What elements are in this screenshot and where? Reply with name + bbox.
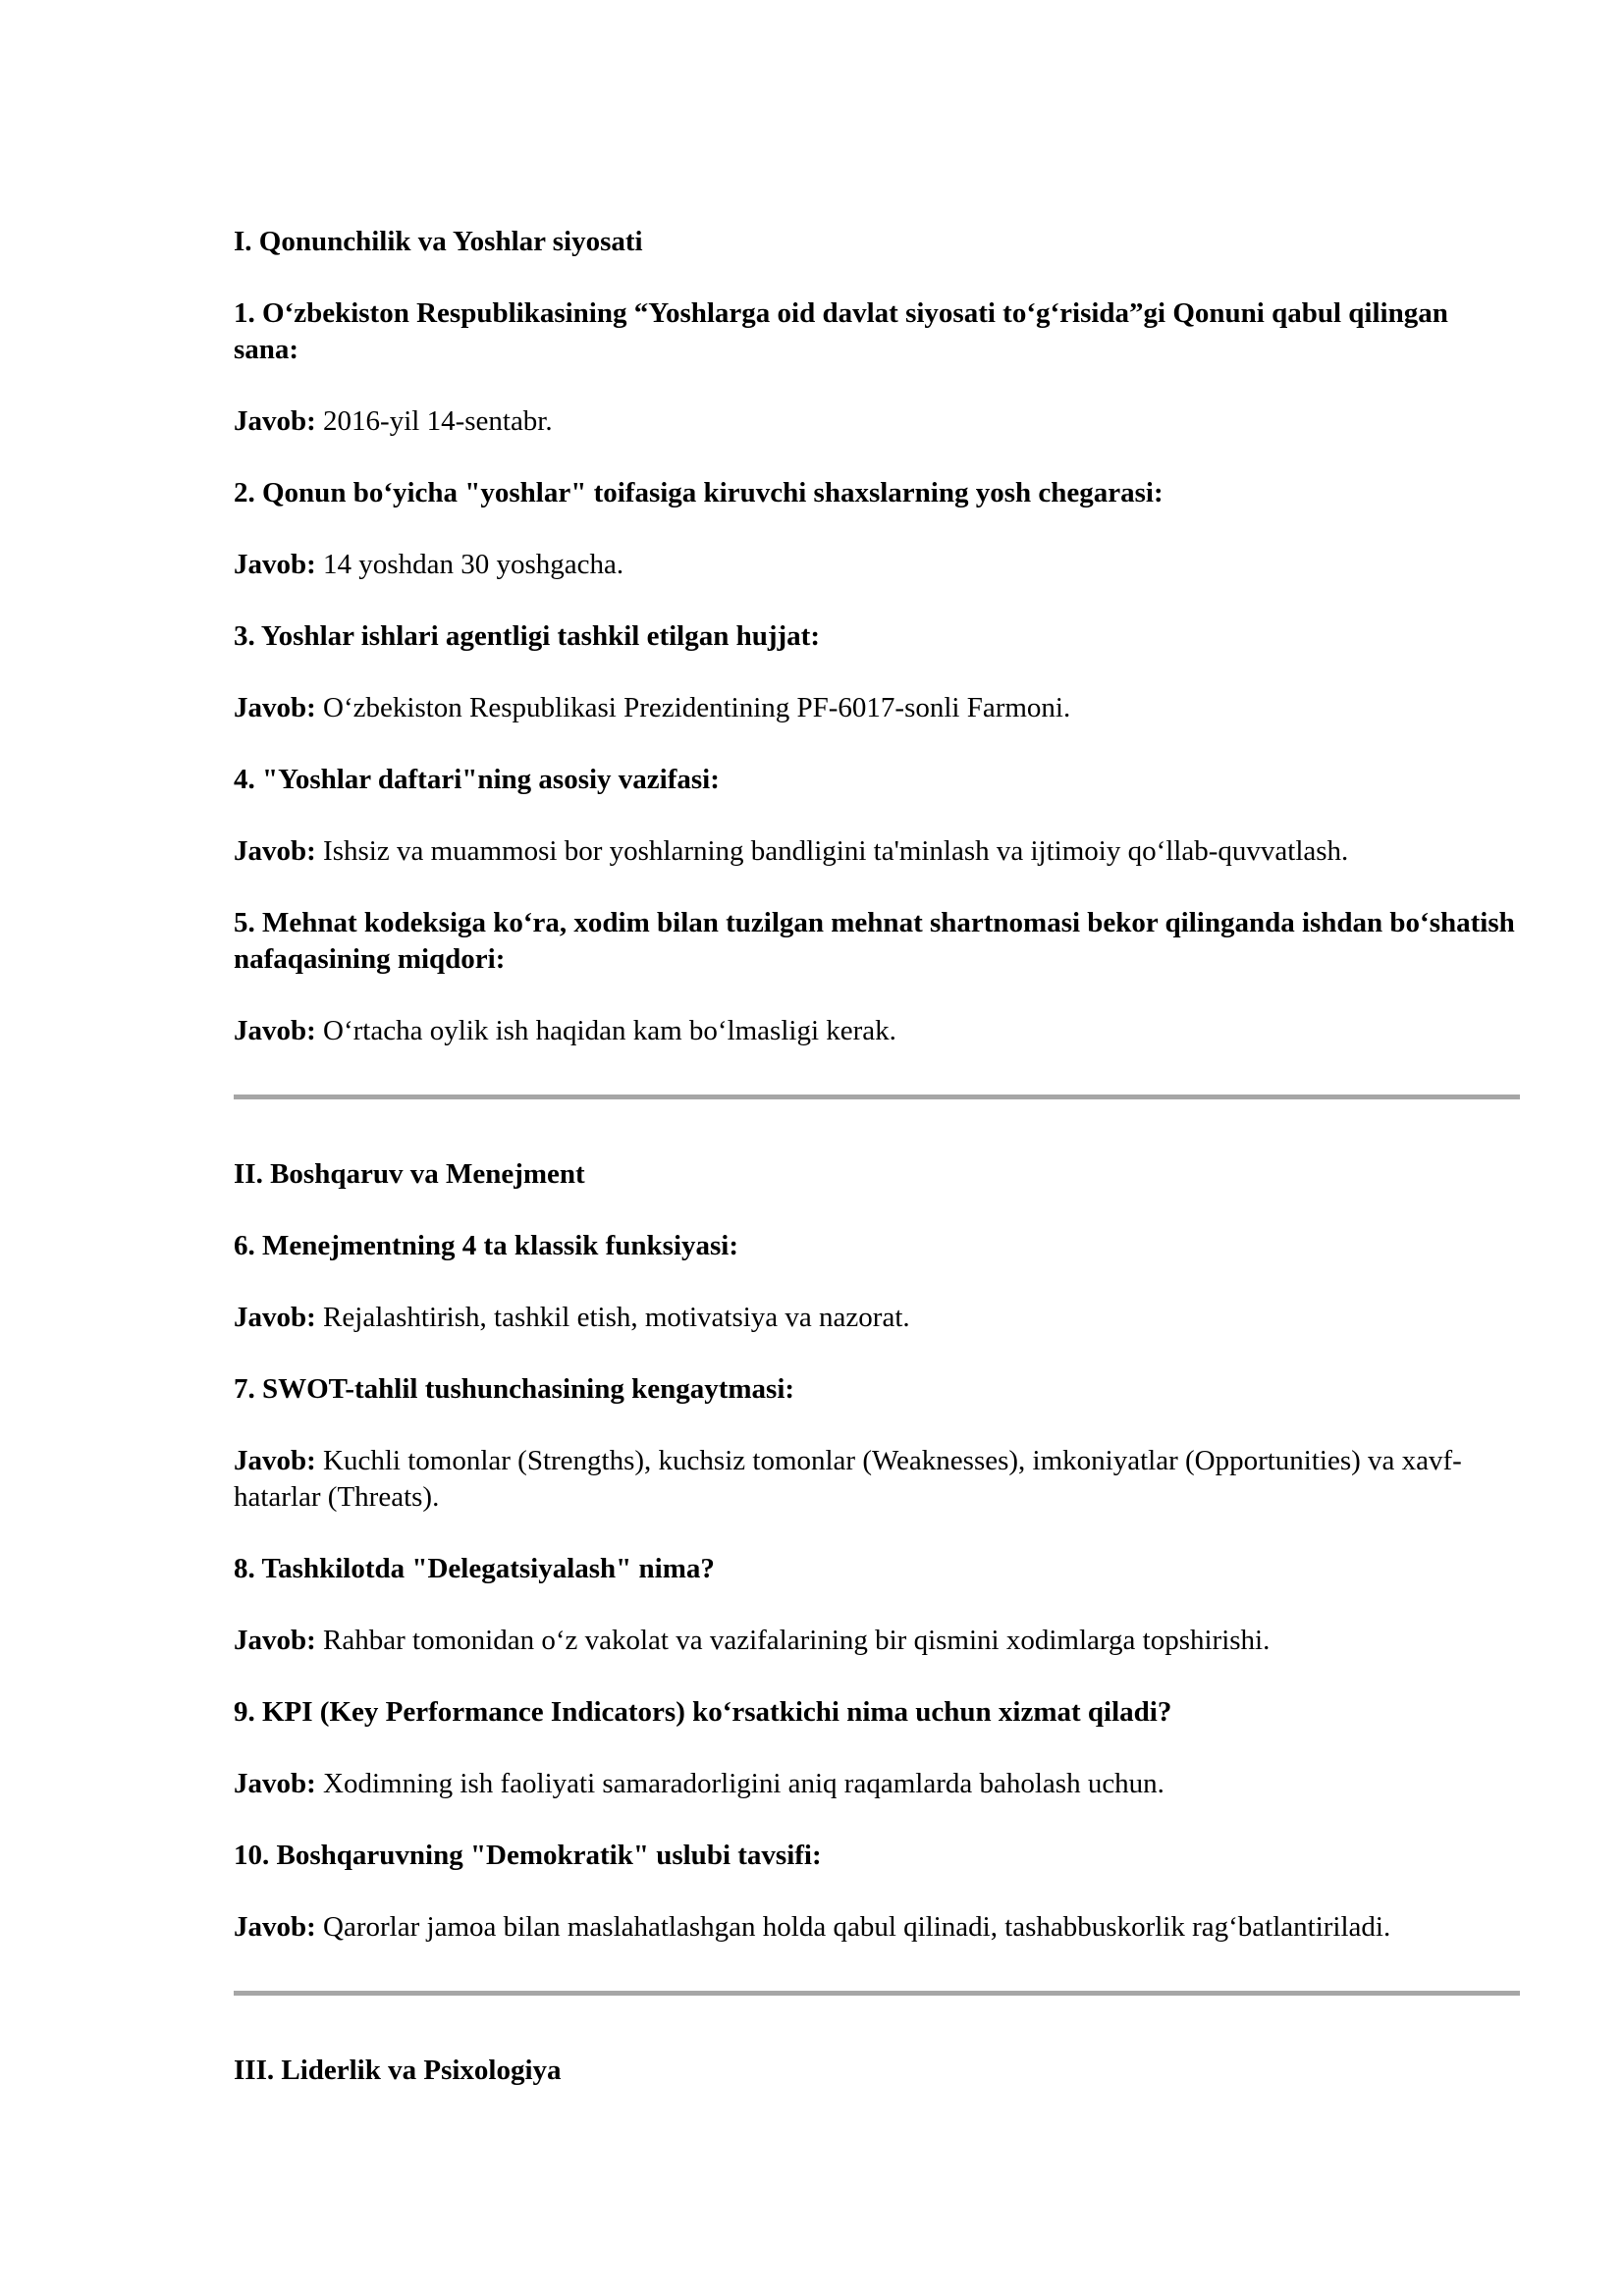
- answer-text: Qarorlar jamoa bilan maslahatlashgan holda qabul qilinadi, tashabbuskorlik rag‘batlantiriladi.: [323, 1911, 1391, 1943]
- question-2: 2. Qonun bo‘yicha "yoshlar" toifasiga kiruvchi shaxslarning yosh chegarasi:: [234, 477, 1164, 508]
- question-1: 1. O‘zbekiston Respublikasining “Yoshlarga oid davlat siyosati to‘g‘risida”gi Qonuni qabul qilingan sana:: [234, 297, 1448, 365]
- section-divider: [234, 1991, 1520, 1996]
- answer-label: Javob:: [234, 1445, 316, 1476]
- answer-7: [234, 1443, 1520, 1516]
- section-title: II. Boshqaruv va Menejment: [234, 1158, 585, 1190]
- answer-text: Rejalashtirish, tashkil etish, motivatsiya va nazorat.: [323, 1302, 910, 1333]
- answer-1: [234, 403, 1520, 440]
- answer-2: [234, 547, 1520, 583]
- question-3: 3. Yoshlar ishlari agentligi tashkil etilgan hujjat:: [234, 620, 820, 652]
- question-4: 4. "Yoshlar daftari"ning asosiy vazifasi:: [234, 764, 720, 795]
- answer-label: Javob:: [234, 692, 316, 723]
- section-leadership: [234, 2052, 1520, 2089]
- answer-text: Xodimning ish faoliyati samaradorligini aniq raqamlarda baholash uchun.: [323, 1768, 1164, 1799]
- document-page: [234, 223, 1520, 2124]
- answer-label: Javob:: [234, 549, 316, 580]
- answer-label: Javob:: [234, 1911, 316, 1943]
- answer-text: 2016-yil 14-sentabr.: [323, 405, 553, 437]
- answer-8: [234, 1623, 1520, 1659]
- question-10: 10. Boshqaruvning "Demokratik" uslubi tavsifi:: [234, 1840, 822, 1871]
- answer-label: Javob:: [234, 1625, 316, 1656]
- answer-label: Javob:: [234, 835, 316, 867]
- section-management: [234, 1155, 1520, 1946]
- answer-label: Javob:: [234, 1015, 316, 1046]
- question-6: 6. Menejmentning 4 ta klassik funksiyasi:: [234, 1230, 739, 1261]
- answer-6: [234, 1300, 1520, 1336]
- answer-text: Kuchli tomonlar (Strengths), kuchsiz tomonlar (Weaknesses), imkoniyatlar (Opportunities) va xavf-hatarlar (Threats).: [234, 1445, 1462, 1513]
- answer-text: O‘zbekiston Respublikasi Prezidentining PF-6017-sonli Farmoni.: [323, 692, 1071, 723]
- answer-text: 14 yoshdan 30 yoshgacha.: [323, 549, 624, 580]
- question-7: 7. SWOT-tahlil tushunchasining kengaytmasi:: [234, 1373, 795, 1405]
- answer-9: [234, 1766, 1520, 1802]
- answer-text: O‘rtacha oylik ish haqidan kam bo‘lmasligi kerak.: [323, 1015, 896, 1046]
- answer-10: [234, 1909, 1520, 1946]
- answer-text: Ishsiz va muammosi bor yoshlarning bandligini ta'minlash va ijtimoiy qo‘llab-quvvatlash.: [323, 835, 1349, 867]
- question-5: 5. Mehnat kodeksiga ko‘ra, xodim bilan tuzilgan mehnat shartnomasi bekor qilinganda ishdan bo‘shatish nafaqasining miqdori:: [234, 907, 1515, 975]
- answer-label: Javob:: [234, 1302, 316, 1333]
- answer-3: [234, 690, 1520, 726]
- answer-text: Rahbar tomonidan o‘z vakolat va vazifalarining bir qismini xodimlarga topshirishi.: [323, 1625, 1271, 1656]
- answer-4: [234, 833, 1520, 870]
- section-title: III. Liderlik va Psixologiya: [234, 2055, 562, 2086]
- answer-label: Javob:: [234, 1768, 316, 1799]
- section-title: I. Qonunchilik va Yoshlar siyosati: [234, 226, 643, 257]
- question-9: 9. KPI (Key Performance Indicators) ko‘rsatkichi nima uchun xizmat qiladi?: [234, 1696, 1172, 1728]
- answer-5: [234, 1013, 1520, 1049]
- section-divider: [234, 1095, 1520, 1099]
- question-8: 8. Tashkilotda "Delegatsiyalash" nima?: [234, 1553, 715, 1584]
- answer-label: Javob:: [234, 405, 316, 437]
- section-legislation: [234, 223, 1520, 1049]
